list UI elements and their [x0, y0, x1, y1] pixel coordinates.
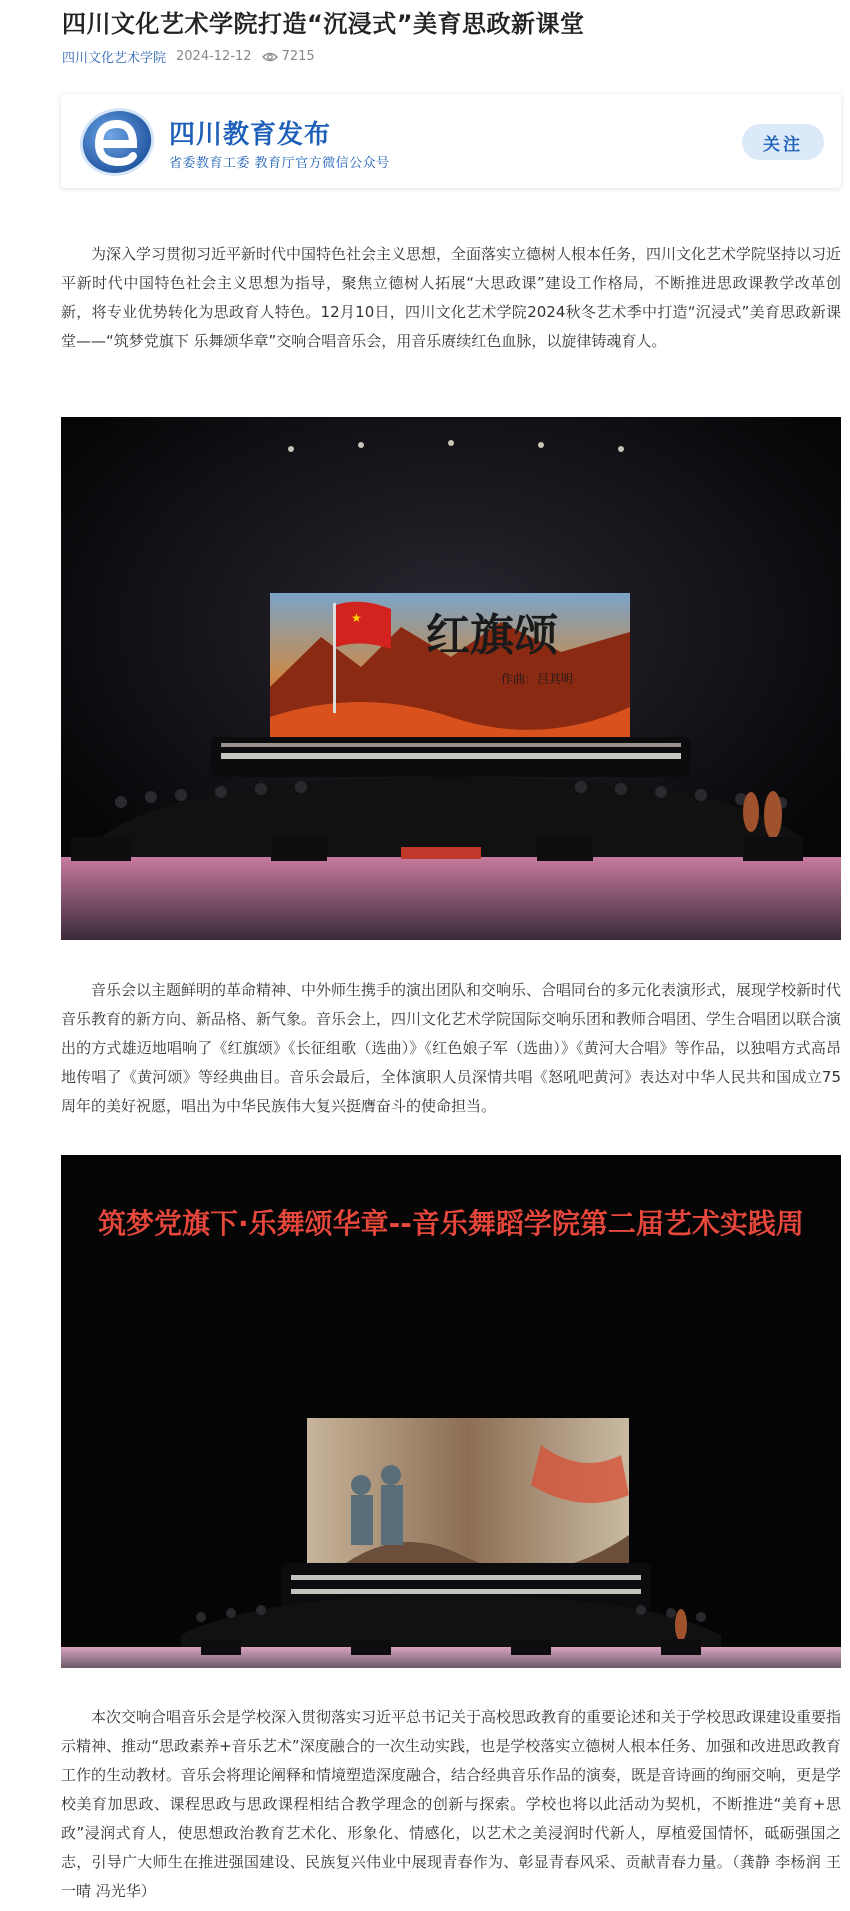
screen-title: 红旗颂: [426, 610, 558, 661]
view-count-value: 7215: [281, 49, 315, 64]
article-meta: [62, 47, 315, 66]
view-count: [262, 49, 315, 64]
follow-button[interactable]: 关注: [742, 124, 824, 160]
article-paragraph-3: 本次交响合唱音乐会是学校深入贯彻落实习近平总书记关于高校思政教育的重要论述和关于学校思政课建设重要指示精神、推动“思政素养+音乐艺术”深度融合的一次生动实践，也是学校落实立德树人根本任务、加强和改进思政教育工作的生动教材。音乐会将理论阐释和情境塑造深度融合，结合经典音乐作品的演奏，既是音诗画的绚丽交响，更是学校美育加思政、课程思政与思政课程相结合教学理念的创新与探索。学校也将以此活动为契机，不断推进“美育+思政”浸润式育人，使思想政治教育艺术化、形象化、情感化，以艺术之美浸润时代新人，厚植爱国情怀，砥砺强国之志，引导广大师生在推进强国建设、民族复兴伟业中展现青春作为、彰显青春风采、贡献青春力量。（龚静 李杨润 王一晴 冯光华）: [61, 1708, 842, 1900]
event-banner: 筑梦党旗下·乐舞颂华章--音乐舞蹈学院第二届艺术实践周: [98, 1207, 804, 1240]
account-tagline: 省委教育工委 教育厅官方微信公众号: [169, 156, 390, 171]
account-logo-icon: [77, 104, 157, 178]
article-paragraph-1: 为深入学习贯彻习近平新时代中国特色社会主义思想，全面落实立德树人根本任务，四川文化艺术学院坚持以习近平新时代中国特色社会主义思想为指导，聚焦立德树人拓展“大思政课”建设工作格局，不断推进思政课教学改革创新，将专业优势转化为思政育人特色。12月10日，四川文化艺术学院2024秋冬艺术季中打造“沉浸式”美育思政新课堂——“筑梦党旗下 乐舞颂华章”交响合唱音乐会，用音乐赓续红色血脉，以旋律铸魂育人。: [61, 245, 842, 350]
account-name: 四川教育发布: [169, 120, 332, 150]
screen-credit: 作曲：吕其明: [501, 672, 574, 686]
concert-photo-1: [61, 417, 841, 940]
article-paragraph-2: 音乐会以主题鲜明的革命精神、中外师生携手的演出团队和交响乐、合唱同台的多元化表演形式，展现学校新时代音乐教育的新方向、新品格、新气象。音乐会上，四川文化艺术学院国际交响乐团和教师合唱团、学生合唱团以联合演出的方式雄迈地唱响了《红旗颂》《长征组歌（选曲）》《红色娘子军（选曲）》《黄河大合唱》等作品，以独唱方式高昂地传唱了《黄河颂》等经典曲目。音乐会最后，全体演职人员深情共唱《怒吼吧黄河》表达对中华人民共和国成立75周年的美好祝愿，唱出为中华民族伟大复兴挺膺奋斗的使命担当。: [61, 981, 842, 1115]
article-source-link[interactable]: 四川文化艺术学院: [62, 51, 167, 66]
svg-text:★: ★: [351, 611, 362, 625]
account-card[interactable]: [61, 94, 841, 188]
eye-icon: [262, 52, 278, 62]
article-title: 四川文化艺术学院打造“沉浸式”美育思政新课堂: [62, 10, 585, 38]
article-date: 2024-12-12: [176, 49, 252, 64]
concert-photo-2: [61, 1155, 841, 1668]
